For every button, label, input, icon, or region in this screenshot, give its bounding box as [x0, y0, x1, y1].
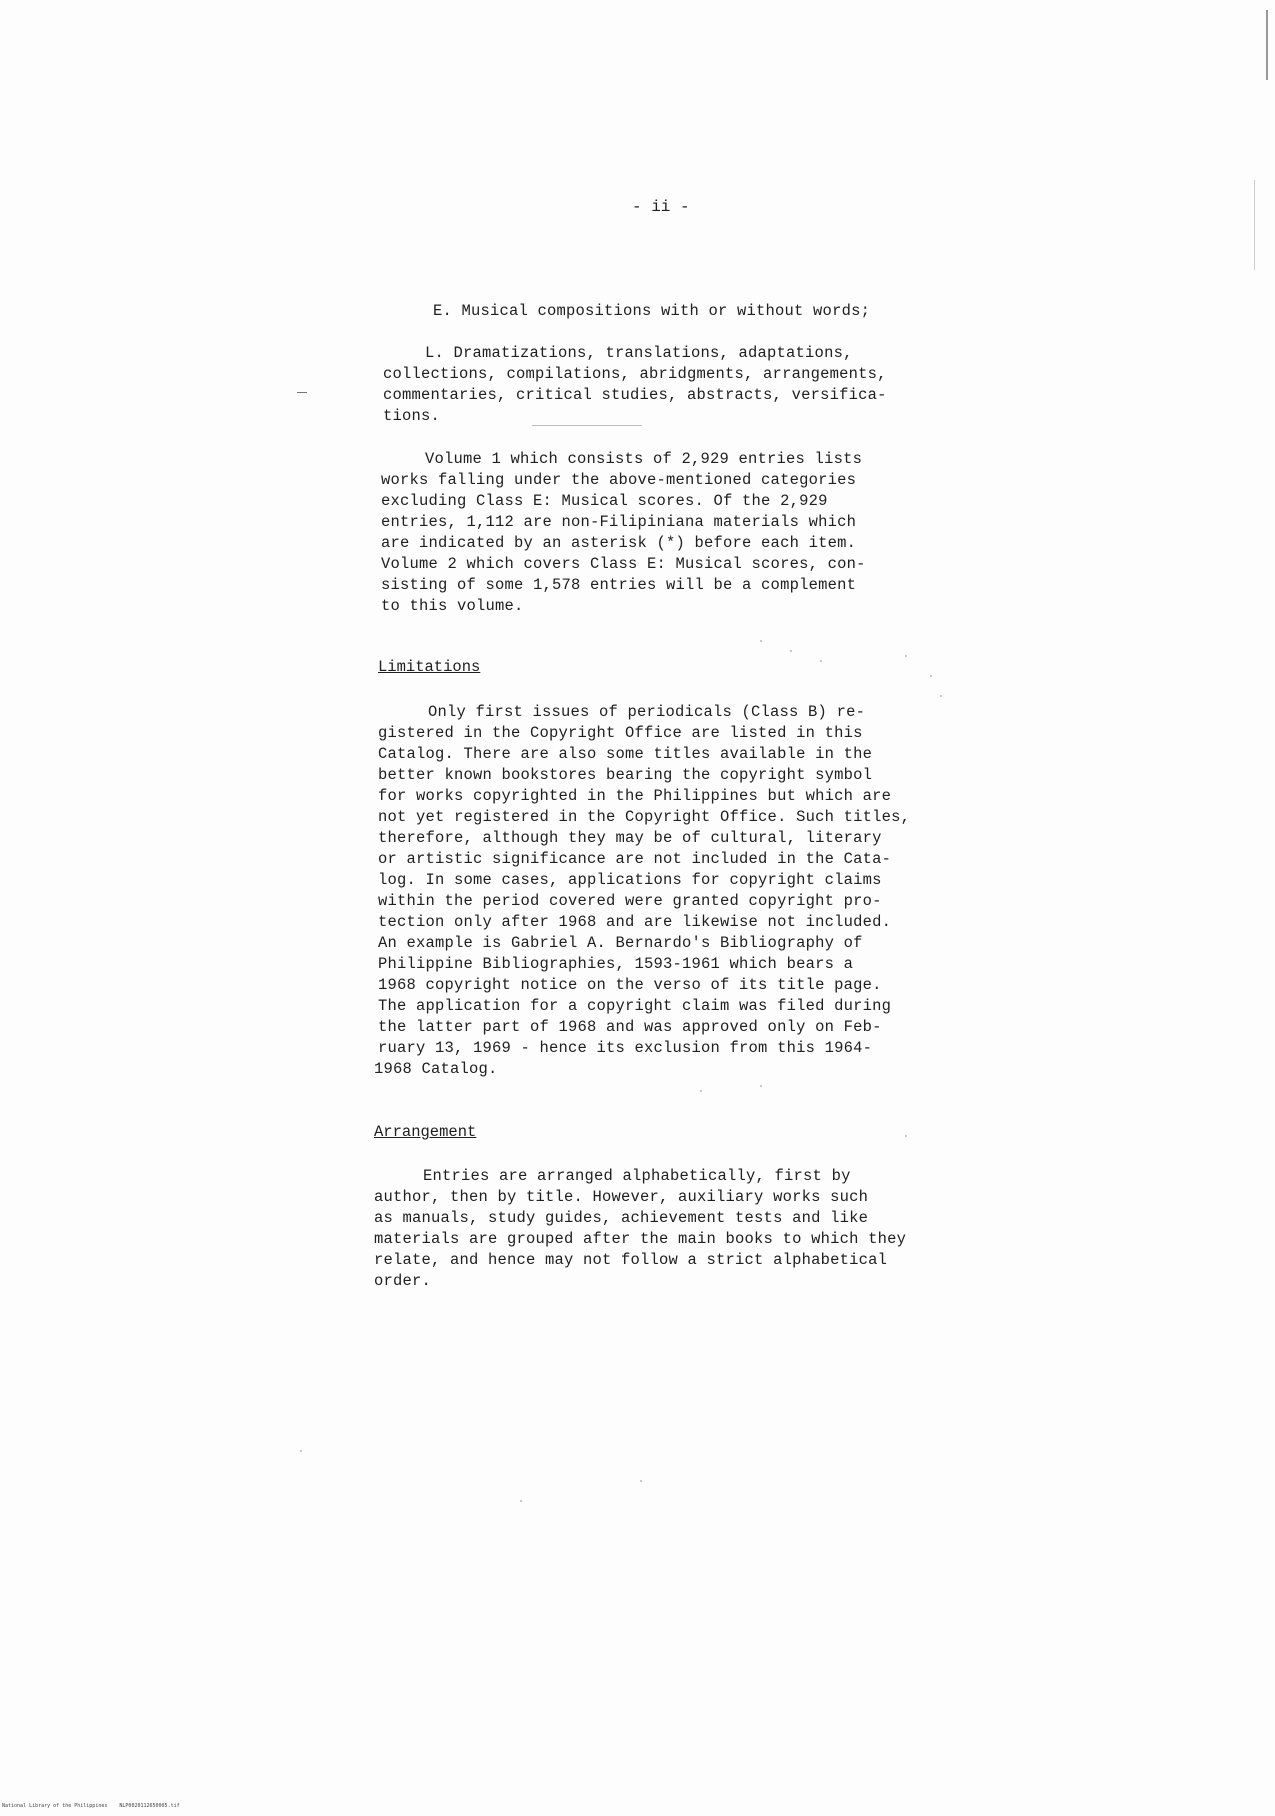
scan-speckle: [300, 1450, 302, 1452]
limitations-line-4: better known bookstores bearing the copyright symbol: [378, 766, 873, 784]
scan-speckle: [930, 675, 932, 677]
limitations-line-16: the latter part of 1968 and was approved only on Feb-: [378, 1018, 882, 1036]
scan-edge-mark: [1254, 180, 1255, 270]
volume-paragraph-line-5: are indicated by an asterisk (*) before each item.: [381, 534, 857, 552]
volume-paragraph-line-4: entries, 1,112 are non-Filipiniana materials which: [381, 513, 857, 531]
list-item-e: E. Musical compositions with or without words;: [433, 302, 871, 320]
arrangement-line-1: Entries are arranged alphabetically, first by: [423, 1167, 851, 1185]
limitations-line-2: gistered in the Copyright Office are listed in this: [378, 724, 863, 742]
limitations-line-5: for works copyrighted in the Philippines but which are: [378, 787, 892, 805]
list-item-l-line-4: tions.: [383, 407, 441, 425]
scan-speckle: [760, 1085, 762, 1087]
scan-speckle: [905, 655, 907, 657]
arrangement-line-4: materials are grouped after the main books to which they: [374, 1230, 907, 1248]
scan-speckle: [640, 1480, 642, 1482]
margin-dash: [297, 392, 307, 393]
limitations-line-12: An example is Gabriel A. Bernardo's Bibliography of: [378, 934, 863, 952]
list-item-l-line-1: L. Dramatizations, translations, adaptations,: [425, 344, 853, 362]
list-item-l-line-3: commentaries, critical studies, abstracts, versifica-: [383, 386, 887, 404]
limitations-line-1: Only first issues of periodicals (Class B) re-: [428, 703, 866, 721]
volume-paragraph-line-2: works falling under the above-mentioned categories: [381, 471, 857, 489]
volume-paragraph-line-1: Volume 1 which consists of 2,929 entries lists: [425, 450, 863, 468]
limitations-line-17: ruary 13, 1969 - hence its exclusion from this 1964-: [378, 1039, 873, 1057]
arrangement-line-6: order.: [374, 1272, 432, 1290]
list-item-l-line-2: collections, compilations, abridgments, arrangements,: [383, 365, 887, 383]
limitations-line-13: Philippine Bibliographies, 1593-1961 which bears a: [378, 955, 854, 973]
limitations-line-18: 1968 Catalog.: [374, 1060, 498, 1078]
limitations-line-15: The application for a copyright claim was filed during: [378, 997, 892, 1015]
limitations-line-8: or artistic significance are not included in the Cata-: [378, 850, 892, 868]
volume-paragraph-line-8: to this volume.: [381, 597, 524, 615]
arrangement-line-5: relate, and hence may not follow a strict alphabetical: [374, 1251, 888, 1269]
limitations-line-3: Catalog. There are also some titles available in the: [378, 745, 873, 763]
arrangement-line-2: author, then by title. However, auxiliary works such: [374, 1188, 869, 1206]
limitations-line-10: within the period covered were granted copyright pro-: [378, 892, 882, 910]
scan-speckle: [905, 1135, 907, 1137]
limitations-line-11: tection only after 1968 and are likewise not included.: [378, 913, 892, 931]
arrangement-line-3: as manuals, study guides, achievement tests and like: [374, 1209, 869, 1227]
scan-speckle: [790, 650, 792, 652]
volume-paragraph-line-3: excluding Class E: Musical scores. Of the 2,929: [381, 492, 828, 510]
limitations-line-14: 1968 copyright notice on the verso of its title page.: [378, 976, 882, 994]
scan-footer: National Library of the Philippines NLP0020112650005.tif: [2, 1803, 180, 1809]
limitations-heading: Limitations: [378, 658, 481, 676]
scan-smudge-line: [532, 425, 642, 426]
limitations-line-9: log. In some cases, applications for copyright claims: [378, 871, 882, 889]
scan-speckle: [940, 695, 942, 697]
limitations-line-6: not yet registered in the Copyright Office. Such titles,: [378, 808, 911, 826]
volume-paragraph-line-7: sisting of some 1,578 entries will be a complement: [381, 576, 857, 594]
limitations-line-7: therefore, although they may be of cultural, literary: [378, 829, 882, 847]
page-number: - ii -: [632, 198, 690, 216]
arrangement-heading: Arrangement: [374, 1123, 477, 1141]
scan-speckle: [820, 660, 822, 662]
scan-speckle: [520, 1500, 522, 1502]
scan-speckle: [700, 1090, 702, 1092]
volume-paragraph-line-6: Volume 2 which covers Class E: Musical scores, con-: [381, 555, 866, 573]
scan-edge-mark: [1266, 10, 1268, 80]
scan-speckle: [760, 640, 762, 642]
